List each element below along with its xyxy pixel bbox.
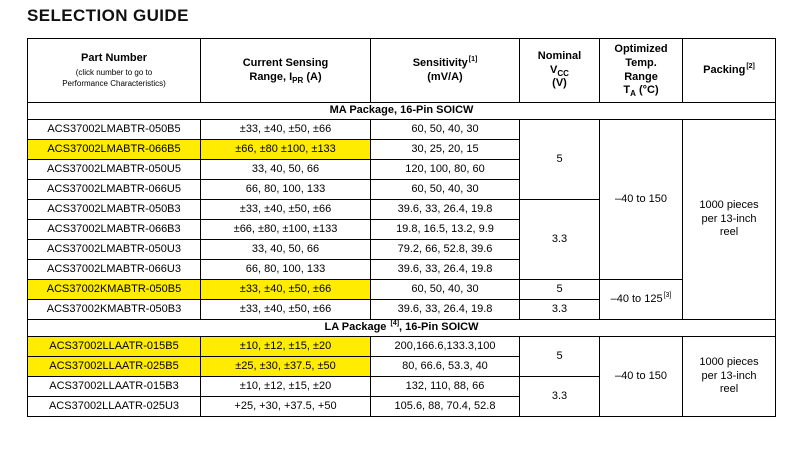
sensitivity-cell: 60, 50, 40, 30 (371, 280, 520, 300)
ta-subscript: A (630, 89, 636, 99)
col-header-temp-range (600, 39, 683, 103)
sensing-range-cell: ±33, ±40, ±50, ±66 (201, 120, 371, 140)
section-label: MA Package (329, 104, 394, 117)
part-number-link[interactable]: ACS37002LMABTR-066B3 (28, 220, 201, 240)
sensing-range-cell: 33, 40, 50, 66 (201, 240, 371, 260)
selection-guide-table (27, 38, 776, 417)
sensing-header-line2 (203, 71, 368, 85)
vcc-cell: 3.3 (520, 200, 600, 280)
part-number-link[interactable]: ACS37002LMABTR-066U5 (28, 180, 201, 200)
sensing-range-cell: ±33, ±40, ±50, ±66 (201, 280, 371, 300)
sensing-range-cell: 33, 40, 50, 66 (201, 160, 371, 180)
section-label-suffix: , 16-Pin SOICW (399, 321, 479, 334)
vcc-cell: 3.3 (520, 377, 600, 417)
footnote-ref-3: [3] (663, 291, 672, 299)
part-number-link[interactable]: ACS37002LMABTR-066B5 (28, 140, 201, 160)
part-number-link[interactable]: ACS37002KMABTR-050B3 (28, 300, 201, 320)
temp-range-cell: –40 to 150 (600, 120, 683, 280)
header-row (28, 39, 776, 103)
package-section-row (28, 320, 776, 337)
col-header-sensitivity (371, 39, 520, 103)
sensing-range-cell: ±33, ±40, ±50, ±66 (201, 300, 371, 320)
sensing-range-cell: ±10, ±12, ±15, ±20 (201, 337, 371, 357)
part-number-link[interactable]: ACS37002LMABTR-050B5 (28, 120, 201, 140)
part-number-header-title: Part Number (80, 51, 148, 64)
packing-cell: 1000 pieces per 13-inch reel (683, 120, 776, 320)
sensing-range-cell: ±66, ±80 ±100, ±133 (201, 140, 371, 160)
sensitivity-cell: 132, 110, 88, 66 (371, 377, 520, 397)
footnote-ref-1: [1] (468, 56, 478, 64)
sensitivity-header-label: Sensitivity (412, 56, 468, 69)
packing-header-label: Packing (703, 63, 746, 76)
sensing-range-cell: +25, +30, +37.5, +50 (201, 397, 371, 417)
table-row (28, 120, 776, 140)
sensing-range-cell: 66, 80, 100, 133 (201, 180, 371, 200)
note-line-2: Performance Characteristics) (62, 78, 166, 88)
ipr-subscript: PR (292, 75, 304, 85)
table-body (28, 103, 776, 417)
temp-header-line4 (602, 84, 680, 98)
table-row (28, 280, 776, 300)
sensitivity-cell: 60, 50, 40, 30 (371, 120, 520, 140)
sensing-range-cell: ±25, ±30, ±37.5, ±50 (201, 357, 371, 377)
table-row (28, 337, 776, 357)
sensitivity-header-unit: (mV/A) (427, 70, 463, 83)
sensitivity-cell: 30, 25, 20, 15 (371, 140, 520, 160)
part-number-link[interactable]: ACS37002LLAATR-015B5 (28, 337, 201, 357)
part-number-link[interactable]: ACS37002LLAATR-015B3 (28, 377, 201, 397)
package-section-header (28, 103, 776, 120)
sensitivity-header-line1 (373, 57, 517, 71)
vcc-cell: 3.3 (520, 300, 600, 320)
part-number-link[interactable]: ACS37002LMABTR-050B3 (28, 200, 201, 220)
ta-pre: T (623, 84, 631, 97)
footnote-ref-2: [2] (746, 62, 755, 70)
col-header-vcc (520, 39, 600, 103)
sensitivity-cell: 19.8, 16.5, 13.2, 9.9 (371, 220, 520, 240)
section-label-suffix: , 16-Pin SOICW (393, 104, 474, 117)
sensitivity-cell: 39.6, 33, 26.4, 19.8 (371, 300, 520, 320)
sensing-header-pre: Range, I (249, 70, 293, 83)
part-number-link[interactable]: ACS37002LMABTR-066U3 (28, 260, 201, 280)
vcc-cell: 5 (520, 280, 600, 300)
sensing-header-unit: (A) (303, 70, 322, 83)
temp-header-line2: Temp. (625, 56, 657, 69)
part-number-link[interactable]: ACS37002LLAATR-025B5 (28, 357, 201, 377)
sensing-header-line1: Current Sensing (242, 56, 329, 69)
sensing-range-cell: ±10, ±12, ±15, ±20 (201, 377, 371, 397)
sensing-range-cell: ±33, ±40, ±50, ±66 (201, 200, 371, 220)
section-label: LA Package (324, 321, 390, 334)
sensing-range-cell: ±66, ±80, ±100, ±133 (201, 220, 371, 240)
packing-cell: 1000 pieces per 13-inch reel (683, 337, 776, 417)
part-number-link[interactable]: ACS37002LMABTR-050U3 (28, 240, 201, 260)
part-number-link[interactable]: ACS37002LMABTR-050U5 (28, 160, 201, 180)
part-number-link[interactable]: ACS37002LLAATR-025U3 (28, 397, 201, 417)
sensitivity-cell: 80, 66.6, 53.3, 40 (371, 357, 520, 377)
sensitivity-cell: 79.2, 66, 52.8, 39.6 (371, 240, 520, 260)
vcc-header-line2 (522, 64, 597, 78)
sensitivity-cell: 120, 100, 80, 60 (371, 160, 520, 180)
vcc-subscript: CC (557, 68, 569, 78)
part-number-link[interactable]: ACS37002KMABTR-050B5 (28, 280, 201, 300)
temp-header-line3: Range (624, 70, 658, 83)
package-section-header (28, 320, 776, 337)
ta-unit: (°C) (635, 84, 659, 97)
sensing-range-cell: 66, 80, 100, 133 (201, 260, 371, 280)
vcc-header-unit: (V) (552, 77, 567, 90)
sensitivity-cell: 200,166.6,133.3,100 (371, 337, 520, 357)
vcc-cell: 5 (520, 120, 600, 200)
col-header-part-number (28, 39, 201, 103)
temp-range-cell: –40 to 150 (600, 337, 683, 417)
sensitivity-cell: 105.6, 88, 70.4, 52.8 (371, 397, 520, 417)
page-title: SELECTION GUIDE (27, 6, 189, 25)
sensitivity-cell: 39.6, 33, 26.4, 19.8 (371, 260, 520, 280)
sensitivity-cell: 60, 50, 40, 30 (371, 180, 520, 200)
vcc-header-pre: V (550, 63, 558, 76)
col-header-packing (683, 39, 776, 103)
vcc-cell: 5 (520, 337, 600, 377)
col-header-sensing-range (201, 39, 371, 103)
vcc-header-line1: Nominal (537, 49, 582, 62)
package-section-row (28, 103, 776, 120)
sensitivity-cell: 39.6, 33, 26.4, 19.8 (371, 200, 520, 220)
temp-header-line1: Optimized (614, 43, 668, 55)
temp-range-cell: –40 to 125[3] (600, 280, 683, 320)
note-line-1: (click number to go to (75, 68, 153, 78)
part-number-header-note (30, 68, 198, 89)
section-footnote-ref: [4] (390, 320, 400, 328)
